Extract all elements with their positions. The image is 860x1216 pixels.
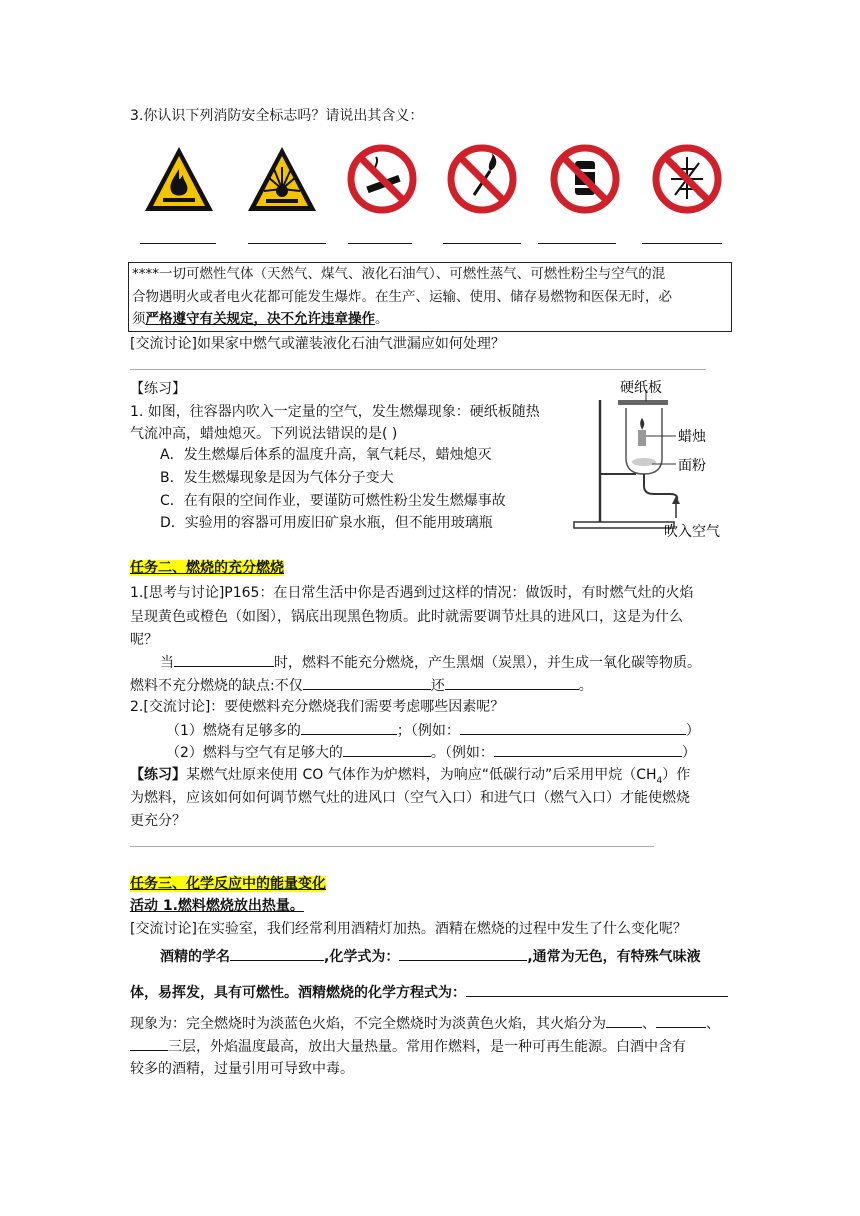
flammable-warning-icon xyxy=(143,143,215,215)
answer-line-5[interactable] xyxy=(538,243,616,244)
note-line-3: 须严格遵守有关规定，决不允许违章操作。 xyxy=(132,311,389,327)
figure-label-flour: 面粉 xyxy=(678,458,706,474)
dust-explosion-figure xyxy=(572,378,732,540)
task2-p1-line2: 呈现黄色或橙色（如图），锅底出现黑色物质。此时就需要调节灶具的进风口，这是为什么 xyxy=(130,609,683,625)
practice-title: 【练习】 xyxy=(130,381,186,397)
factor-2: （2）燃料与空气有足够大的 。（例如： ） xyxy=(166,742,696,763)
task2-p2-line1: 当 时，燃料不能充分燃烧，产生黑烟（炭黑），并生成一氧化碳等物质。 xyxy=(160,652,701,673)
task2-q2: 2.[交流讨论]：要使燃料充分燃烧我们需要考虑哪些因素呢？ xyxy=(130,699,505,715)
answer-line-4[interactable] xyxy=(443,243,521,244)
no-storing-flammables-icon xyxy=(549,143,621,215)
explosive-warning-icon xyxy=(246,143,318,215)
answer-line-2[interactable] xyxy=(248,243,326,244)
figure-label-air: 吹入空气 xyxy=(664,524,720,540)
option-d[interactable]: D．实验用的容器可用废旧矿泉水瓶，但不能用玻璃瓶 xyxy=(160,515,493,531)
no-smoking-icon xyxy=(346,143,418,215)
alcohol-line-1: 酒精的学名 ,化学式为： ,通常为无色，有特殊气味液 xyxy=(160,946,701,967)
blank-chemical-name[interactable] xyxy=(230,946,324,961)
question-3: 3.你认识下列消防安全标志吗？请说出其含义： xyxy=(130,108,424,124)
answer-line-1[interactable] xyxy=(140,243,216,244)
task2-p1-line3: 呢？ xyxy=(130,632,158,648)
figure-label-candle: 蜡烛 xyxy=(678,429,706,445)
factor-1: （1）燃烧有足够多的 ；（例如： ） xyxy=(166,720,700,741)
blank-not-only[interactable] xyxy=(303,675,431,690)
task3-title: 任务三、化学反应中的能量变化 xyxy=(130,876,326,892)
option-a[interactable]: A．发生燃爆后体系的温度升高，氧气耗尽，蜡烛熄灭 xyxy=(160,447,492,463)
phenomenon-line-3: 较多的酒精，过量引用可导致中毒。 xyxy=(130,1061,354,1077)
task2-p1-line1: 1.[思考与讨论]P165：在日常生活中你是否遇到过这样的情况：做饭时，有时燃气灶的火焰 xyxy=(130,585,694,601)
blank-equation[interactable] xyxy=(466,982,728,997)
option-b[interactable]: B．发生燃爆现象是因为气体分子变大 xyxy=(160,470,394,486)
note-emphasis: 严格遵守有关规定，决不允许违章操作 xyxy=(145,311,375,327)
task3-discussion: [交流讨论]在实验室，我们经常利用酒精灯加热。酒精在燃烧的过程中发生了什么变化呢？ xyxy=(130,921,687,937)
answer-rule-2[interactable] xyxy=(130,846,654,847)
practice-q1-line1: 1. 如图，往容器内吹入一定量的空气，发生燃爆现象：硬纸板随热 xyxy=(130,404,540,420)
option-c[interactable]: C．在有限的空间作业，要谨防可燃性粉尘发生燃爆事故 xyxy=(160,493,506,509)
task2-practice-line1: 【练习】某燃气灶原来使用 CO 气体作为炉燃料，为响应“低碳行动”后采用甲烷$(CH_4)$作 xyxy=(130,767,691,786)
activity-1: 活动 1.燃料燃烧放出热量。 xyxy=(130,898,304,914)
alcohol-line-2: 体，易挥发，具有可燃性。酒精燃烧的化学方程式为： xyxy=(130,982,728,1003)
task2-title: 任务二、燃烧的充分燃烧 xyxy=(130,560,284,576)
practice-q1-line2: 气流冲高，蜡烛熄灭。下列说法错误的是( ) xyxy=(130,426,398,442)
figure-label-cardboard: 硬纸板 xyxy=(620,380,662,396)
blank-factor-1[interactable] xyxy=(301,720,397,735)
task2-practice-line2: 为燃料，应该如何如何调节燃气灶的进风口（空气入口）和进气口（燃气入口）才能使燃烧 xyxy=(130,790,690,806)
answer-rule-1[interactable] xyxy=(130,369,706,370)
blank-example-2[interactable] xyxy=(494,742,682,757)
blank-flame-1[interactable] xyxy=(606,1013,642,1028)
task2-practice-line3: 更充分？ xyxy=(130,813,186,829)
no-fire-icon xyxy=(446,143,518,215)
blank-flame-2[interactable] xyxy=(656,1013,706,1028)
task2-p2-line2: 燃料不充分燃烧的缺点:不仅 还 。 xyxy=(130,675,593,696)
answer-line-3[interactable] xyxy=(348,243,412,244)
note-line-1: ****一切可燃性气体（天然气、煤气、液化石油气）、可燃性蒸气、可燃性粉尘与空气的混 xyxy=(132,266,666,282)
blank-also[interactable] xyxy=(445,675,579,690)
blank-flame-3[interactable] xyxy=(130,1036,168,1051)
phenomenon-line-2: 三层，外焰温度最高，放出大量热量。常用作燃料，是一种可再生能源。白酒中含有 xyxy=(130,1036,686,1057)
blank-factor-2[interactable] xyxy=(343,742,431,757)
blank-formula[interactable] xyxy=(399,946,527,961)
phenomenon-line-1: 现象为：完全燃烧时为淡蓝色火焰，不完全燃烧时为淡黄色火焰，其火焰分为 、 、 xyxy=(130,1013,720,1034)
blank-when[interactable] xyxy=(174,652,274,667)
discussion-leak: [交流讨论]如果家中燃气或灌装液化石油气泄漏应如何处理？ xyxy=(130,336,505,352)
note-line-2: 合物遇明火或者电火花都可能发生爆炸。在生产、运输、使用、储存易燃物和医保无时，必 xyxy=(132,289,672,305)
blank-example-1[interactable] xyxy=(460,720,686,735)
no-fireworks-icon xyxy=(651,143,723,215)
answer-line-6[interactable] xyxy=(642,243,722,244)
